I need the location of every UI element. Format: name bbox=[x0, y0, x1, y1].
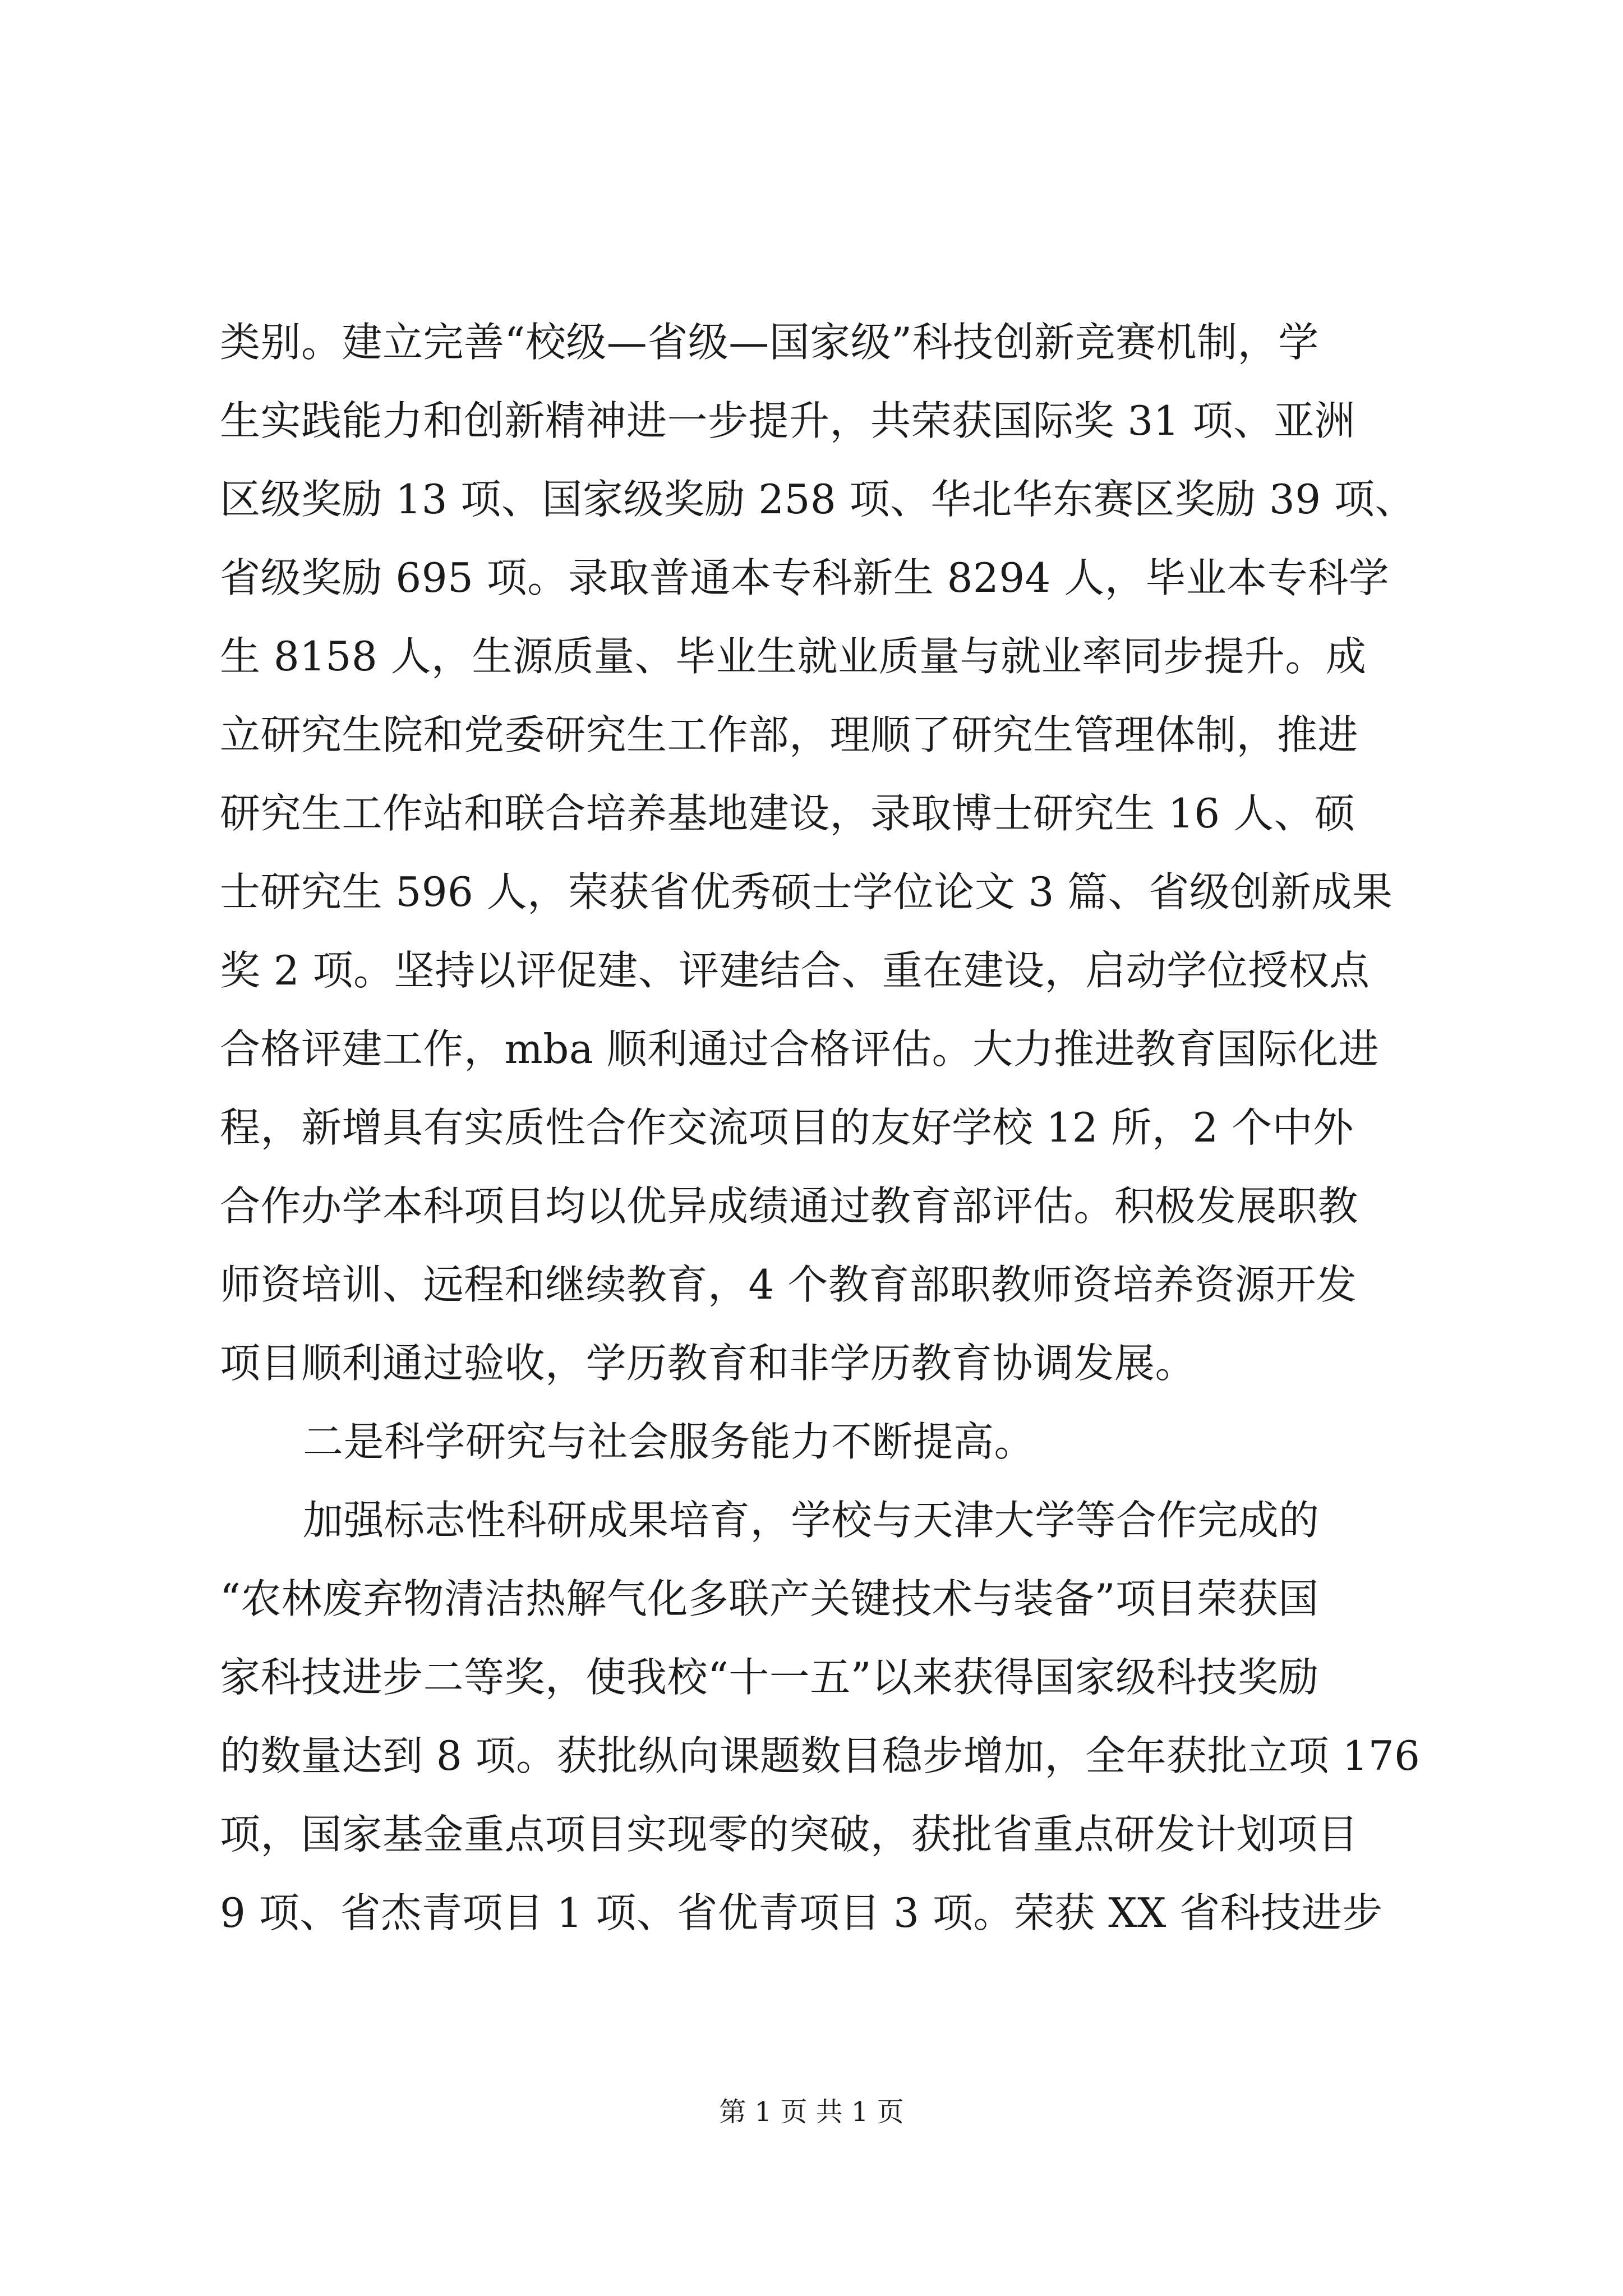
body-text-line-3: 区级奖励 13 项、国家级奖励 258 项、华北华东赛区奖励 39 项、 bbox=[220, 476, 1415, 523]
body-text-line-1: 类别。建立完善“校级—省级—国家级”科技创新竞赛机制，学 bbox=[220, 319, 1319, 366]
body-text-line-4: 省级奖励 695 项。录取普通本专科新生 8294 人，毕业本专科学 bbox=[220, 554, 1390, 601]
body-text-line-17: “农林废弃物清洁热解气化多联产关键技术与装备”项目荣获国 bbox=[220, 1575, 1319, 1622]
body-text-line-9: 奖 2 项。坚持以评促建、评建结合、重在建设，启动学位授权点 bbox=[220, 947, 1370, 994]
body-text-line-8: 士研究生 596 人，荣获省优秀硕士学位论文 3 篇、省级创新成果 bbox=[220, 868, 1393, 915]
body-text-line-12: 合作办学本科项目均以优异成绩通过教育部评估。积极发展职教 bbox=[220, 1182, 1359, 1230]
body-text-line-14: 项目顺利通过验收，学历教育和非学历教育协调发展。 bbox=[220, 1340, 1196, 1387]
body-text-line-6: 立研究生院和党委研究生工作部，理顺了研究生管理体制，推进 bbox=[220, 711, 1359, 758]
body-text-line-2: 生实践能力和创新精神进一步提升，共荣获国际奖 31 项、亚洲 bbox=[220, 397, 1355, 444]
body-text-line-10: 合格评建工作，mba 顺利通过合格评估。大力推进教育国际化进 bbox=[220, 1025, 1380, 1073]
page-footer: 第 1 页 共 1 页 bbox=[719, 2096, 904, 2128]
body-text-line-11: 程，新增具有实质性合作交流项目的友好学校 12 所，2 个中外 bbox=[220, 1104, 1354, 1151]
body-text-line-5: 生 8158 人，生源质量、毕业生就业质量与就业率同步提升。成 bbox=[220, 633, 1367, 680]
body-text-line-21: 9 项、省杰青项目 1 项、省优青项目 3 项。荣获 XX 省科技进步 bbox=[220, 1889, 1383, 1936]
body-text-line-7: 研究生工作站和联合培养基地建设，录取博士研究生 16 人、硕 bbox=[220, 790, 1355, 837]
body-text-line-13: 师资培训、远程和继续教育，4 个教育部职教师资培养资源开发 bbox=[220, 1261, 1357, 1308]
body-text-line-19: 的数量达到 8 项。获批纵向课题数目稳步增加，全年获批立项 176 bbox=[220, 1732, 1421, 1779]
body-text-line-20: 项，国家基金重点项目实现零的突破，获批省重点研发计划项目 bbox=[220, 1811, 1359, 1858]
section-heading-line: 二是科学研究与社会服务能力不断提高。 bbox=[303, 1418, 1035, 1465]
body-text-line-16: 加强标志性科研成果培育，学校与天津大学等合作完成的 bbox=[303, 1497, 1320, 1544]
body-text-line-18: 家科技进步二等奖，使我校“十一五”以来获得国家级科技奖励 bbox=[220, 1654, 1319, 1701]
